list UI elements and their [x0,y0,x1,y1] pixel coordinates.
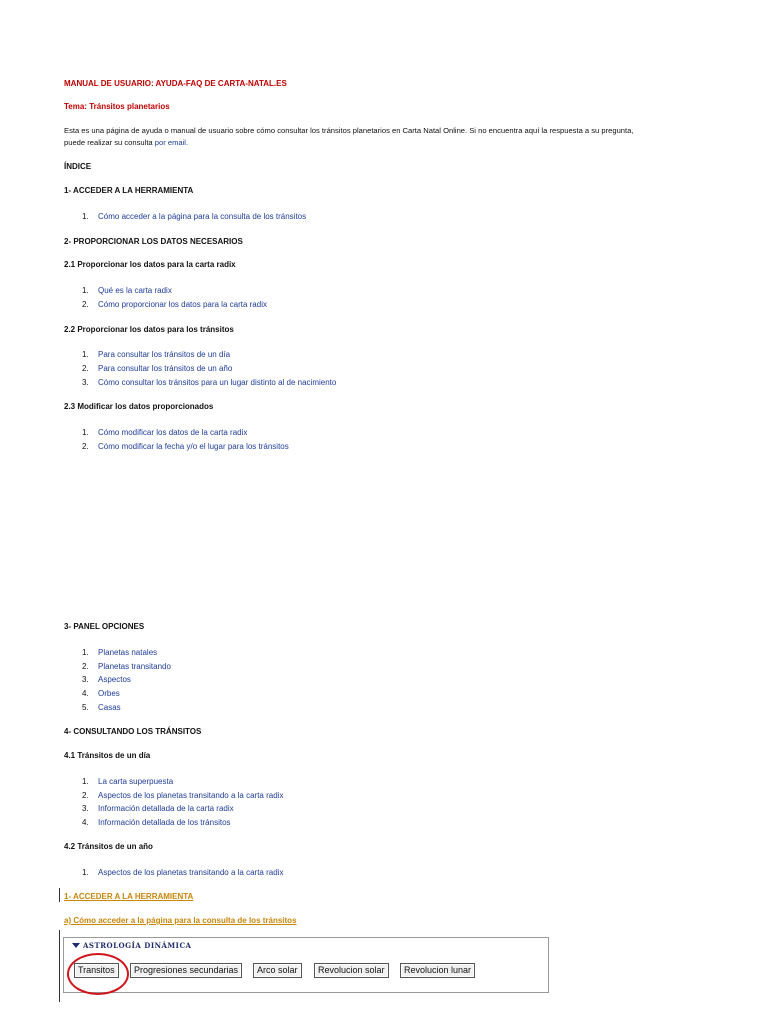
margin-bar [59,888,60,902]
toc-link[interactable]: Información detallada de la carta radix [98,804,234,813]
panel-title-text: ASTROLOGÍA DINÁMICA [83,941,192,950]
intro-prefix: puede realizar su consulta [64,138,155,147]
item-number: 3. [82,675,89,684]
manual-title: MANUAL DE USUARIO: AYUDA-FAQ DE CARTA-NATAL.ES [64,79,287,88]
item-number: 4. [82,818,89,827]
toc-link[interactable]: La carta superpuesta [98,777,174,786]
section-heading: 2.3 Modificar los datos proporcionados [64,402,214,411]
section-heading: 4.1 Tránsitos de un día [64,751,151,760]
list-item[interactable] [82,428,247,437]
list-item[interactable] [82,662,171,671]
revolucion-lunar-button[interactable]: Revolucion lunar [400,963,475,978]
item-number: 4. [82,689,89,698]
item-number: 1. [82,428,89,437]
toc-link[interactable]: Orbes [98,689,120,698]
item-number: 1. [82,286,89,295]
item-number: 1. [82,648,89,657]
item-number: 1. [82,212,89,221]
toc-link[interactable]: Cómo acceder a la página para la consulta de los tránsitos [98,212,307,221]
toc-link[interactable]: Planetas natales [98,648,158,657]
toc-link[interactable]: Cómo proporcionar los datos para la carta radix [98,300,267,309]
list-item[interactable] [82,818,231,827]
email-link[interactable]: por email. [154,138,189,147]
list-item[interactable] [82,791,283,800]
toc-link[interactable]: Cómo consultar los tránsitos para un lugar distinto al de nacimiento [98,378,337,387]
intro-line-2 [64,138,188,147]
toc-link[interactable]: Planetas transitando [98,662,171,671]
item-number: 5. [82,703,89,712]
list-item[interactable] [82,675,131,684]
list-item[interactable] [82,378,336,387]
triangle-down-icon[interactable] [72,943,80,948]
list-item[interactable] [82,286,172,295]
progresiones-button[interactable]: Progresiones secundarias [130,963,242,978]
item-number: 2. [82,364,89,373]
body-subheading[interactable]: a) Cómo acceder a la página para la consulta de los tránsitos [64,916,297,925]
list-item[interactable] [82,212,306,221]
list-item[interactable] [82,300,267,309]
section-heading: 2- PROPORCIONAR LOS DATOS NECESARIOS [64,237,243,246]
astrologia-panel [63,937,549,993]
toc-link[interactable]: Cómo modificar la fecha y/o el lugar para los tránsitos [98,442,289,451]
toc-link[interactable]: Para consultar los tránsitos de un año [98,364,233,373]
intro-line-1: Esta es una página de ayuda o manual de usuario sobre cómo consultar los tránsitos planetarios en Carta Natal Online. Si no encuentra aquí la respuesta a su pregunta, [64,126,634,135]
list-item[interactable] [82,689,120,698]
toc-link[interactable]: Cómo modificar los datos de la carta radix [98,428,248,437]
list-item[interactable] [82,648,157,657]
item-number: 2. [82,442,89,451]
list-item[interactable] [82,442,289,451]
item-number: 2. [82,791,89,800]
toc-link[interactable]: Para consultar los tránsitos de un día [98,350,231,359]
index-title: ÍNDICE [64,162,92,171]
item-number: 2. [82,300,89,309]
section-heading: 2.1 Proporcionar los datos para la carta radix [64,260,236,269]
toc-link[interactable]: Qué es la carta radix [98,286,172,295]
list-item[interactable] [82,868,283,877]
tema-title: Tema: Tránsitos planetarios [64,102,170,111]
highlight-circle [67,953,129,995]
list-item[interactable] [82,804,234,813]
item-number: 1. [82,350,89,359]
section-heading: 2.2 Proporcionar los datos para los tránsitos [64,325,234,334]
margin-bar [59,930,60,1002]
revolucion-solar-button[interactable]: Revolucion solar [314,963,389,978]
toc-link[interactable]: Aspectos de los planetas transitando a la carta radix [98,791,284,800]
toc-link[interactable]: Aspectos de los planetas transitando a la carta radix [98,868,284,877]
list-item[interactable] [82,350,230,359]
section-heading: 3- PANEL OPCIONES [64,622,145,631]
transitos-button[interactable]: Transitos [74,963,119,978]
list-item[interactable] [82,777,173,786]
section-heading: 4.2 Tránsitos de un año [64,842,153,851]
item-number: 3. [82,378,89,387]
body-section-heading[interactable]: 1- ACCEDER A LA HERRAMIENTA [64,892,194,901]
item-number: 1. [82,777,89,786]
item-number: 1. [82,868,89,877]
toc-link[interactable]: Información detallada de los tránsitos [98,818,231,827]
list-item[interactable] [82,364,232,373]
toc-link[interactable]: Casas [98,703,121,712]
arco-solar-button[interactable]: Arco solar [253,963,302,978]
list-item[interactable] [82,703,121,712]
item-number: 2. [82,662,89,671]
toc-link[interactable]: Aspectos [98,675,131,684]
panel-title [72,941,191,950]
item-number: 3. [82,804,89,813]
section-heading: 1- ACCEDER A LA HERRAMIENTA [64,186,194,195]
section-heading: 4- CONSULTANDO LOS TRÁNSITOS [64,727,202,736]
